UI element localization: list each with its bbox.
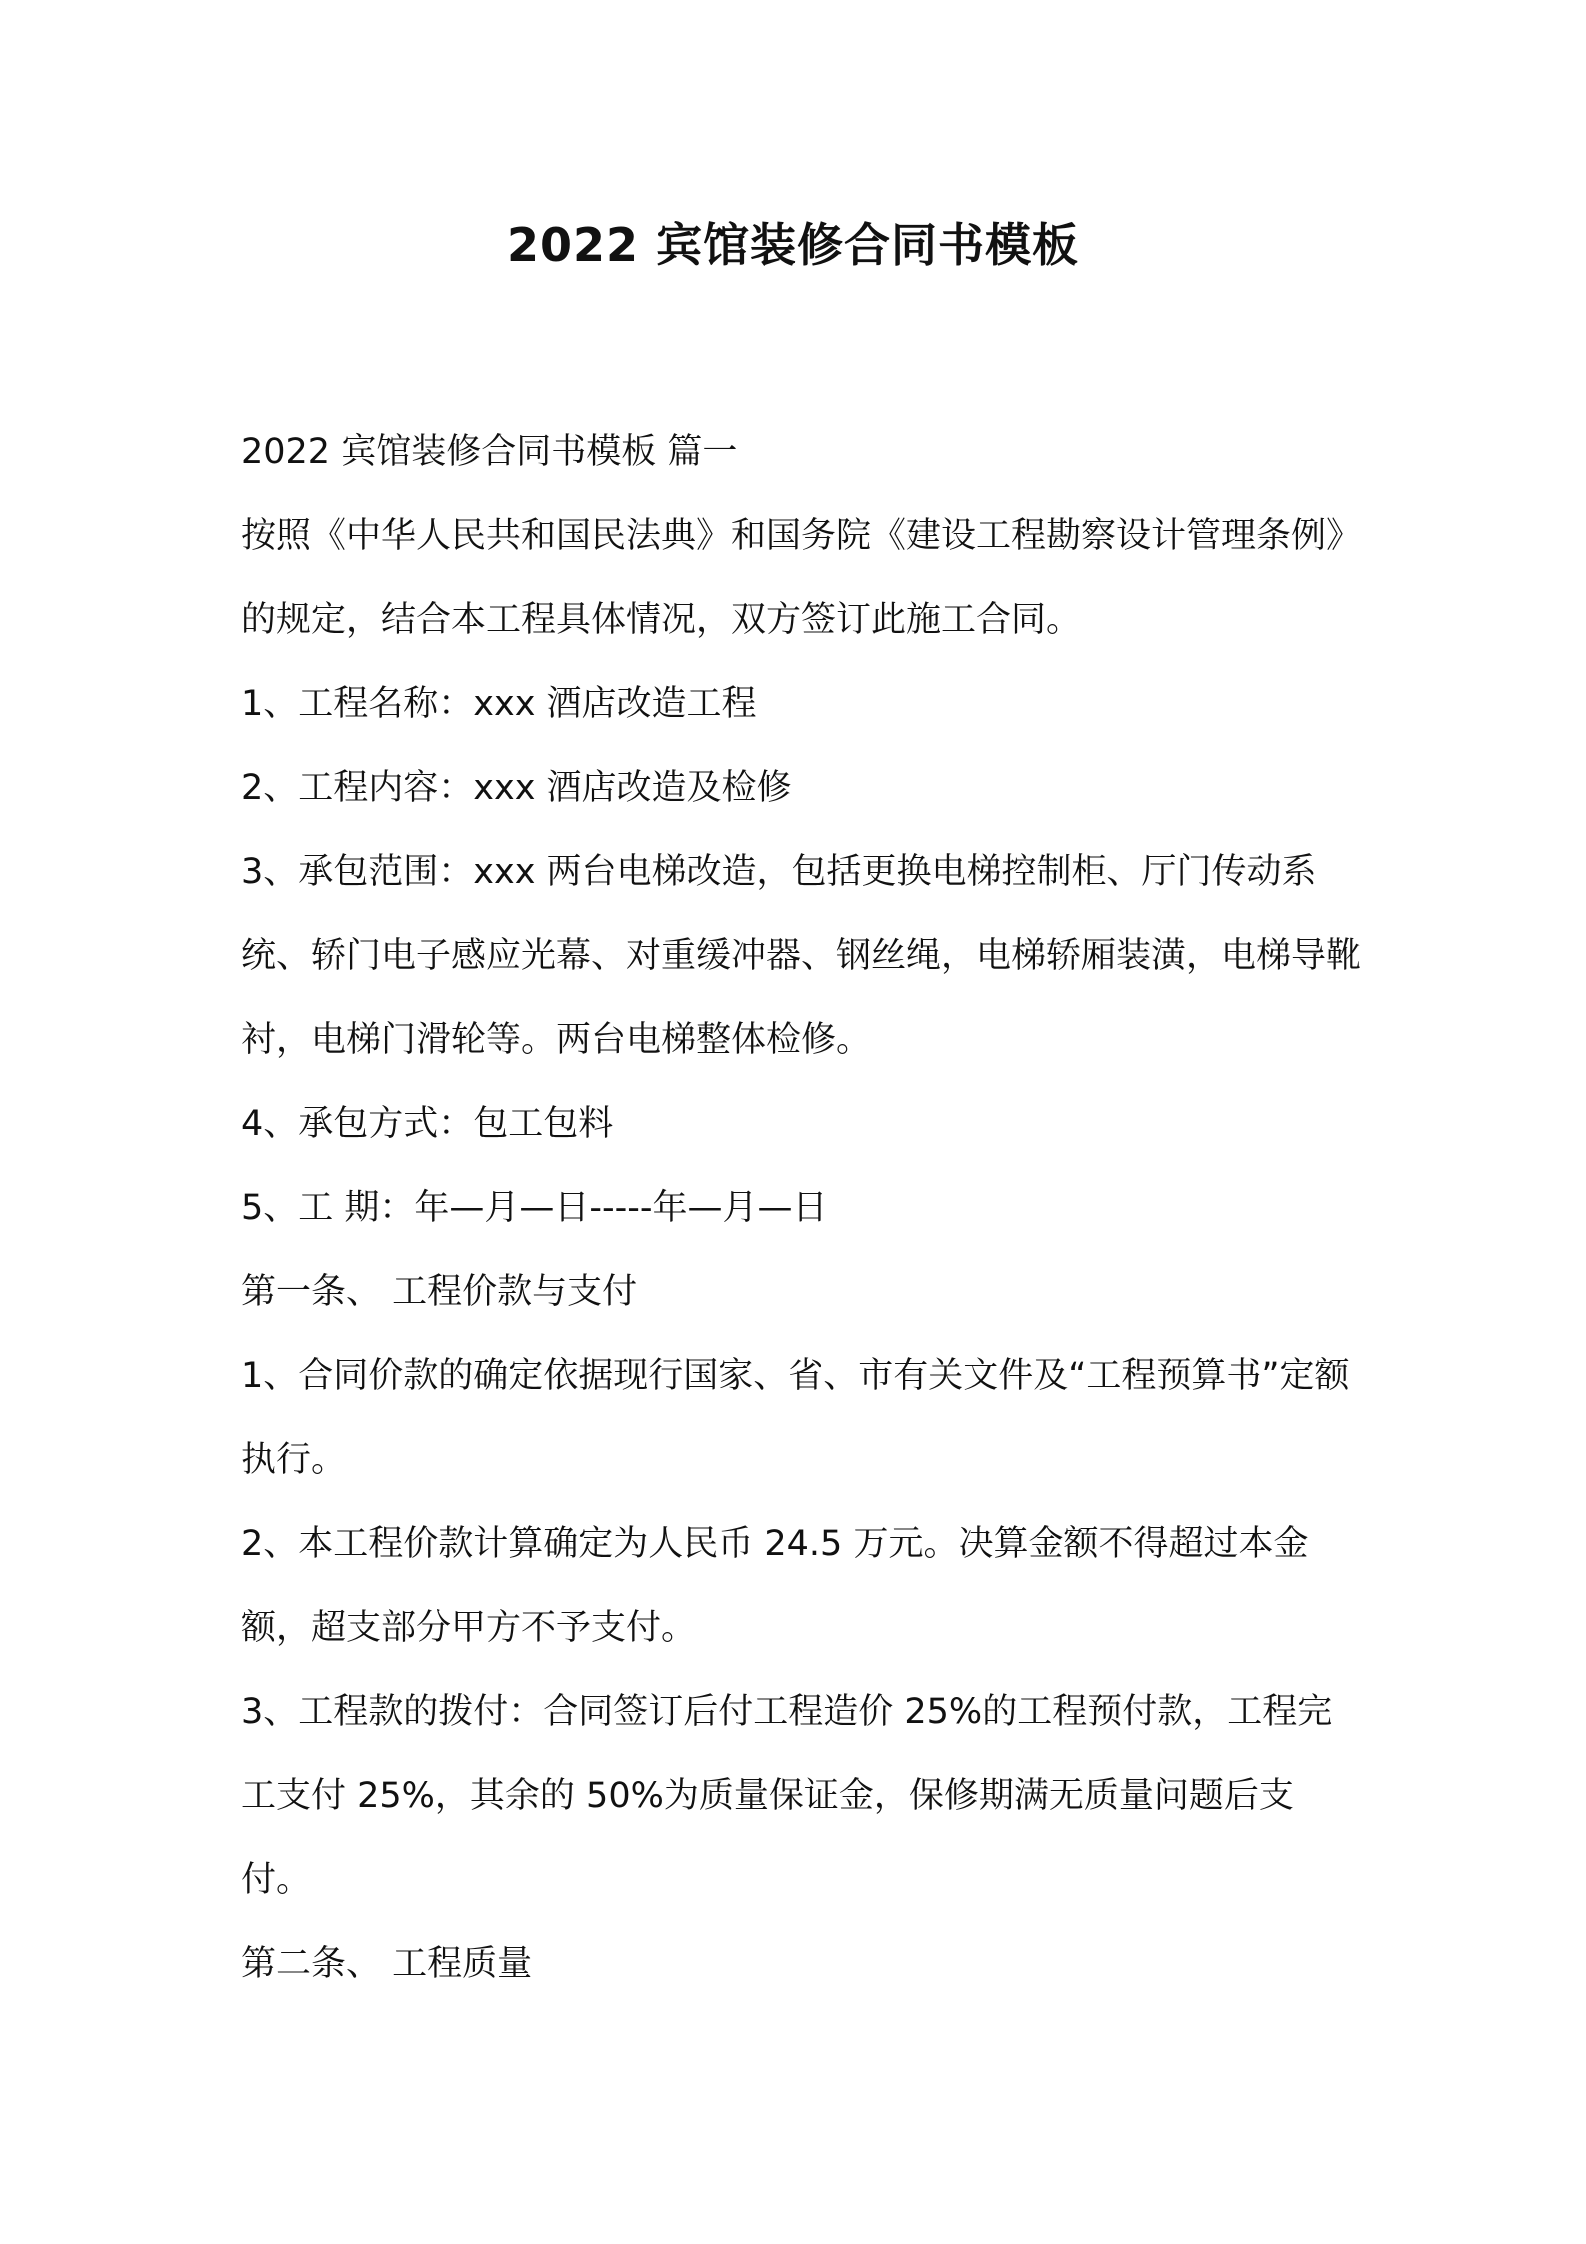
- clause-project-content: 2、工程内容：xxx 酒店改造及检修: [241, 768, 792, 808]
- document-body: [241, 410, 1361, 2006]
- article-one-item-2: 2、本工程价款计算确定为人民币 24.5 万元。决算金额不得超过本金额，超支部分甲方不予支付。: [241, 1524, 1309, 1648]
- article-one-heading: 第一条、 工程价款与支付: [241, 1272, 638, 1312]
- clause-construction-period: 5、工 期：年—月—日-----年—月—日: [241, 1188, 828, 1228]
- clause-contract-method: 4、承包方式：包工包料: [241, 1104, 614, 1144]
- clause-contract-scope: 3、承包范围：xxx 两台电梯改造，包括更换电梯控制柜、厅门传动系统、轿门电子感应光幕、对重缓冲器、钢丝绳，电梯轿厢装潢，电梯导靴衬，电梯门滑轮等。两台电梯整体检修。: [241, 852, 1362, 1060]
- section-heading: 2022 宾馆装修合同书模板 篇一: [241, 432, 738, 472]
- document-title: 2022 宾馆装修合同书模板: [506, 218, 1080, 272]
- article-two-heading: 第二条、 工程质量: [241, 1944, 533, 1984]
- article-one-item-3: 3、工程款的拨付：合同签订后付工程造价 25%的工程预付款，工程完工支付 25%，其余的 50%为质量保证金，保修期满无质量问题后支付。: [241, 1692, 1333, 1900]
- article-one-item-1: 1、合同价款的确定依据现行国家、省、市有关文件及“工程预算书”定额执行。: [241, 1356, 1350, 1480]
- intro-paragraph: 按照《中华人民共和国民法典》和国务院《建设工程勘察设计管理条例》的规定，结合本工程具体情况，双方签订此施工合同。: [241, 516, 1362, 640]
- clause-project-name: 1、工程名称：xxx 酒店改造工程: [241, 684, 757, 724]
